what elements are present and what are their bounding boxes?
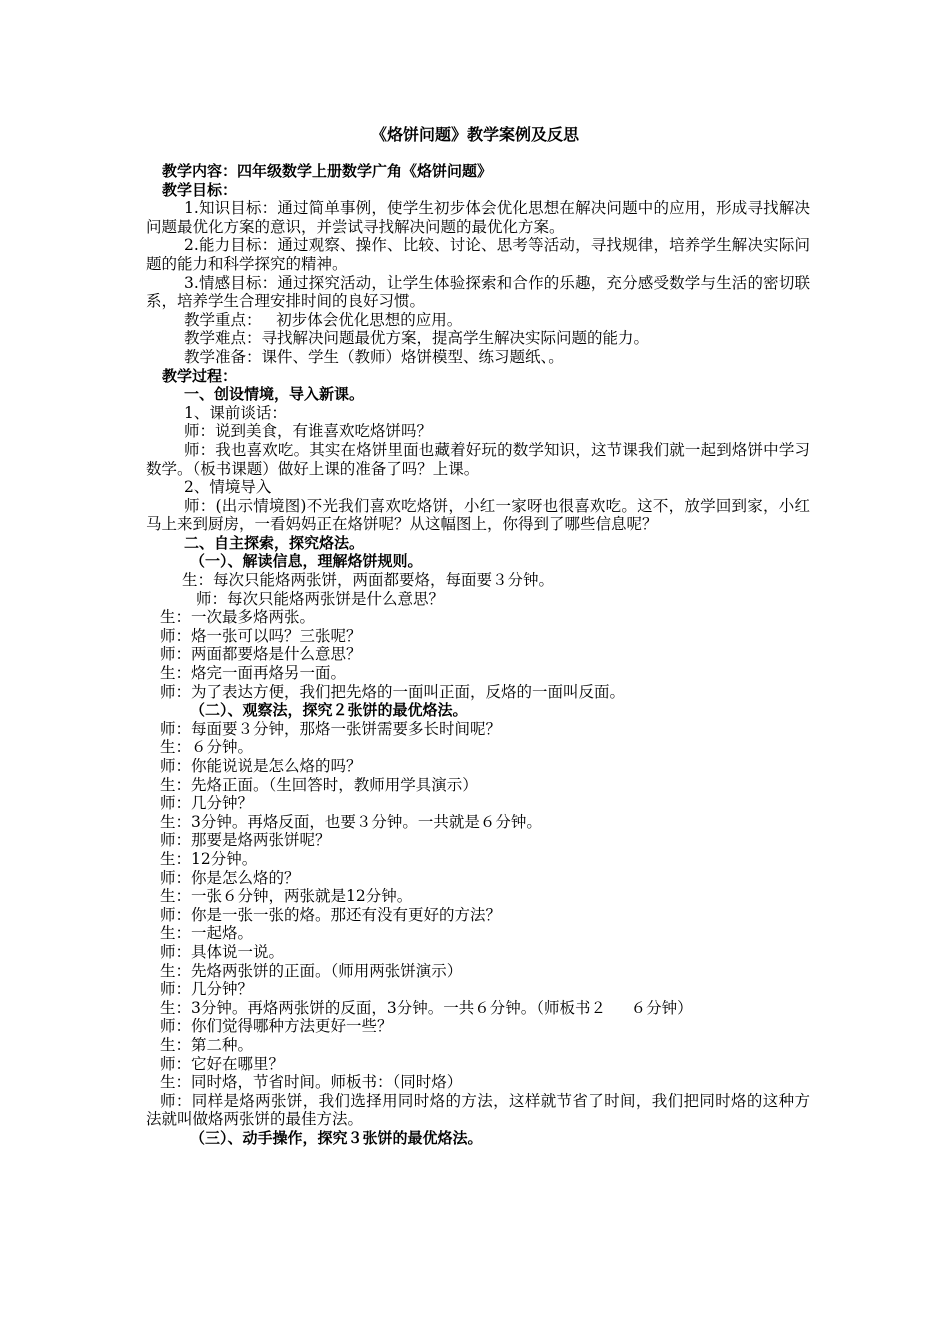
section-heading-objectives: 教学目标： xyxy=(162,180,238,199)
dialogue-line: 师：同样是烙两张饼，我们选择用同时烙的方法，这样就节省了时间，我们把同时烙的这种方法就叫做烙两张饼的最佳方法。 xyxy=(146,1091,810,1129)
dialogue-line: 师：几分钟？ xyxy=(160,794,254,813)
dialogue-line: 师：(出示情境图)不光我们喜欢吃烙饼，小红一家呀也很喜欢吃。这不，放学回到家，小红马上来到厨房，一看妈妈正在烙饼呢？从这幅图上，你得到了哪些信息呢？ xyxy=(146,496,810,534)
dialogue-line: 师：你能说说是怎么烙的吗？ xyxy=(160,757,362,775)
subsection-heading-2: （二）、观察法，探究２张饼的最优烙法。 xyxy=(190,701,468,720)
teaching-content: 教学内容：四年级数学上册数学广角《烙饼问题》 xyxy=(162,162,493,180)
dialogue-line: 生：一张６分钟，两张就是12分钟。 xyxy=(160,887,413,906)
dialogue-line: 生：3分钟。再烙反面，也要３分钟。一共就是６分钟。 xyxy=(160,812,542,831)
document-body xyxy=(146,162,810,1147)
dialogue-line: 师：每次只能烙两张饼是什么意思？ xyxy=(196,589,445,608)
dialogue-line: 师：你是怎么烙的？ xyxy=(160,868,300,887)
subheading-pre-class-talk: 1、课前谈话： xyxy=(184,403,287,422)
paragraph-objective-emotion: 3.情感目标：通过探究活动，让学生体验探索和合作的乐趣，充分感受数学与生活的密切联系，培养学生合理安排时间的良好习惯。 xyxy=(146,273,810,311)
dialogue-line: 师：几分钟？ xyxy=(160,980,254,999)
paragraph-objective-ability: 2.能力目标：通过观察、操作、比较、讨论、思考等活动，寻找规律，培养学生解决实际问题的能力和科学探究的精神。 xyxy=(146,236,810,273)
dialogue-line: 师：为了表达方便，我们把先烙的一面叫正面，反烙的一面叫反面。 xyxy=(160,682,626,701)
dialogue-line: 师：我也喜欢吃。其实在烙饼里面也藏着好玩的数学知识，这节课我们就一起到烙饼中学习数学。（板书课题）做好上课的准备了吗？上课。 xyxy=(146,440,810,478)
dialogue-line: 师：烙一张可以吗？三张呢？ xyxy=(160,626,362,645)
dialogue-line: 师：具体说一说。 xyxy=(160,942,285,961)
dialogue-line: 生：先烙两张饼的正面。（师用两张饼演示） xyxy=(160,961,463,980)
dialogue-line: 生：12分钟。 xyxy=(160,849,258,868)
dialogue-line: 生：同时烙，节省时间。师板书：（同时烙） xyxy=(160,1073,463,1092)
section-heading-1: 一、创设情境，导入新课。 xyxy=(184,385,365,404)
dialogue-line: 生：烙完一面再烙另一面。 xyxy=(160,664,347,683)
dialogue-line: 生：第二种。 xyxy=(160,1035,254,1054)
dialogue-line: 师：你是一张一张的烙。那还有没有更好的方法？ xyxy=(160,905,502,924)
dialogue-line: 师：说到美食，有谁喜欢吃烙饼吗？ xyxy=(184,422,433,441)
paragraph-objective-knowledge: 1.知识目标：通过简单事例，使学生初步体会优化思想在解决问题中的应用，形成寻找解决问题最优化方案的意识，并尝试寻找解决问题的最优化方案。 xyxy=(146,199,810,236)
subheading-scenario: 2、情境导入 xyxy=(184,478,272,497)
subsection-heading-1: （一）、解读信息，理解烙饼规则。 xyxy=(190,552,423,571)
dialogue-line: 生：先烙正面。（生回答时，教师用学具演示） xyxy=(160,775,478,794)
dialogue-line: 生：3分钟。再烙两张饼的反面，3分钟。一共６分钟。（师板书２ ６分钟） xyxy=(160,998,693,1017)
teaching-key-point: 教学重点： 初步体会优化思想的应用。 xyxy=(184,310,463,329)
dialogue-line: 师：它好在哪里？ xyxy=(160,1054,285,1073)
document-title: 《烙饼问题》教学案例及反思 xyxy=(370,125,579,144)
dialogue-line: 生：一次最多烙两张。 xyxy=(160,608,316,627)
dialogue-line: 师：你们觉得哪种方法更好一些？ xyxy=(160,1017,393,1036)
dialogue-line: 师：两面都要烙是什么意思？ xyxy=(160,645,362,664)
section-heading-process: 教学过程： xyxy=(162,366,238,385)
teaching-difficulty: 教学难点：寻找解决问题最优方案，提高学生解决实际问题的能力。 xyxy=(184,329,650,348)
section-heading-2: 二、自主探索，探究烙法。 xyxy=(184,533,365,552)
dialogue-line: 生：６分钟。 xyxy=(160,738,254,757)
dialogue-line: 生：一起烙。 xyxy=(160,924,254,943)
dialogue-line: 生：每次只能烙两张饼，两面都要烙，每面要３分钟。 xyxy=(182,571,555,590)
subsection-heading-3: （三）、动手操作，探究３张饼的最优烙法。 xyxy=(190,1128,483,1147)
teaching-preparation: 教学准备：课件、学生（教师）烙饼模型、练习题纸、。 xyxy=(184,347,564,366)
dialogue-line: 师：那要是烙两张饼呢？ xyxy=(160,831,331,850)
dialogue-line: 师：每面要３分钟，那烙一张饼需要多长时间呢？ xyxy=(160,719,502,738)
